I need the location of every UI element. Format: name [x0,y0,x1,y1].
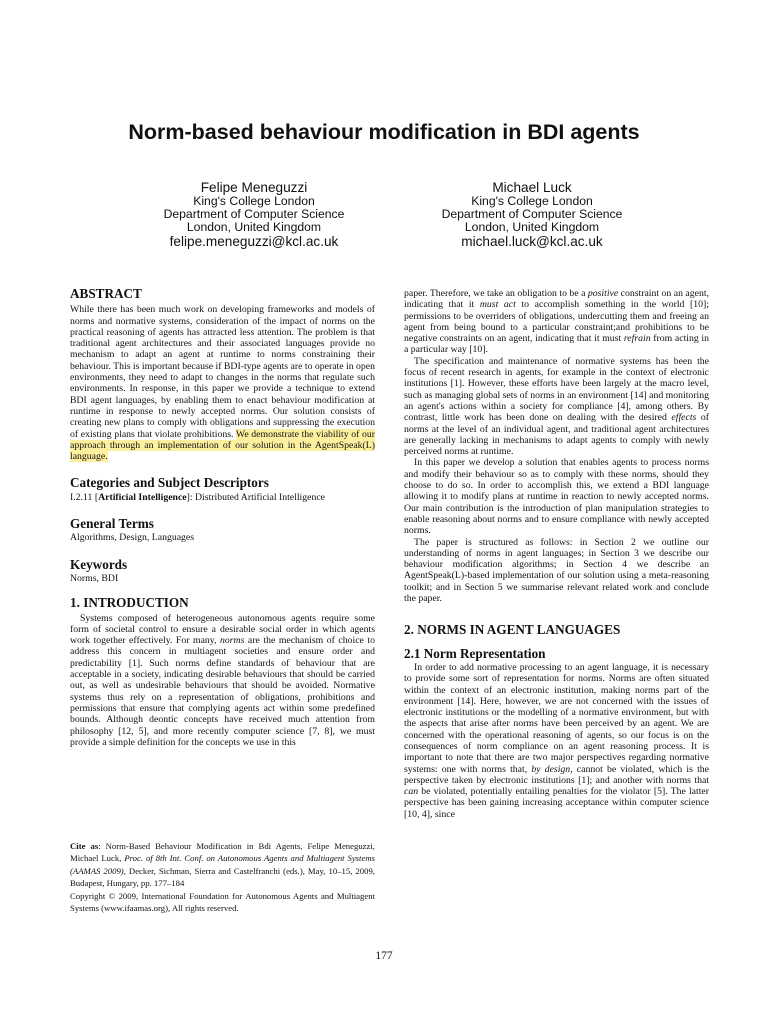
paper-title: Norm-based behaviour modification in BDI agents [128,120,640,144]
author-name: Felipe Meneguzzi [200,180,308,195]
left-column [70,288,375,748]
author-email: felipe.meneguzzi@kcl.ac.uk [169,234,339,249]
keywords-text: Norms, BDI [70,572,119,584]
section-2-heading: 2. NORMS IN AGENT LANGUAGES [404,622,621,638]
paragraph: The specification and maintenance of normative systems has been the focus of recent research in agents, for example in the context of electronic institutions [1]. However, these efforts have been largely at the macro level, such as managing global sets of norms in an environment [14] and monitoring an agent's actions within a society for compliance [4], among others. By contrast, little work has been done on dealing with the desired effects of norms at the level of an individual agent, and traditional agent architectures are generally lacking in mechanisms to adapt agents to comply with newly perceived norms at runtime. [404,355,709,458]
author-affiliation: King's College London [193,194,315,208]
section-2-1-heading: 2.1 Norm Representation [404,645,546,661]
paragraph: paper. Therefore, we take an obligation to be a positive constraint on an agent, indicating that it must act to accomplish something in the world [10]; permissions to be overriders of obligations, undercutting them and freeing an agent from being bound to a particular constraint;and prohibitions to be negative constraints on an agent, indicating that it must refrain from acting in a particular way [10]. [404,288,710,356]
general-terms-heading: General Terms [70,516,154,532]
author-block-2 [402,180,662,250]
author-location: London, United Kingdom [464,220,600,234]
categories-heading: Categories and Subject Descriptors [70,475,269,491]
introduction-paragraph: Systems composed of heterogeneous autonomous agents require some form of societal control to ensure a desirable social order in which agents work together effectively. For many, norms are the mechanism of choice to address this concern in multiagent societies and ensure order and predictability [1]. Such norms define standards of behaviour that are acceptable in a society, indicating desirable behaviours that should be carried out, as well as undesirable behaviours that should be avoided. Normative systems thus rely on a representation of obligations, prohibitions and permissions that ensure that complying agents act within some predefined bounds. Although deontic concepts have received much attention from philosophy [12, 5], and more recently computer science [7, 8], we must provide a simple definition for the concepts we use in this [70,612,375,748]
keywords-heading: Keywords [70,556,128,572]
abstract-text: While there has been much work on developing frameworks and models of norms and normative systems, consideration of the impact of norms on the practical reasoning of agents has attracted less attention. The problem is that traditional agent architectures and their associated languages provide no mechanism to adapt an agent at runtime to norms constraining their behaviour. This is important because if BDI-type agents are to operate in open environments, they need to adapt to changes in the norms that regulate such environments. In response, in this paper we provide a technique to extend BDI agent languages, by enabling them to enact behaviour modification at runtime in response to newly accepted norms. Our solution consists of creating new plans to comply with obligations and suppressing the execution of existing plans that violate prohibitions. We demonstrate the viability of our approach through an implementation of our solution in the AgentSpeak(L) language. [70,304,376,463]
author-location: London, United Kingdom [186,220,322,234]
abstract-heading: ABSTRACT [70,286,142,301]
page-number: 177 [375,950,393,962]
general-terms-text: Algorithms, Design, Languages [70,532,195,544]
highlighted-sentence: We demonstrate the viability of our approach through an implementation of our solution in the AgentSpeak(L) language. [70,428,376,463]
paragraph: In this paper we develop a solution that enables agents to process norms and modify their behaviour so as to comply with these norms, should they choose to do so. In order to accomplish this, we extend a BDI language allowing it to modify plans at runtime in reaction to newly accepted norms. Our main contribution is the introduction of plan manipulation strategies to enable reasoning about norms and to ensure compliance with newly accepted norms. [404,457,709,537]
paragraph: The paper is structured as follows: in Section 2 we outline our understanding of norms in agent languages; in Section 3 we describe our behaviour modification algorithms; in Section 4 we describe an AgentSpeak(L)-based implementation of our solution using a meta-reasoning toolkit; and in Section 5 we summarise relevant related work and conclude the paper. [404,536,709,605]
categories-text: I.2.11 [Artificial Intelligence]: Distributed Artificial Intelligence [70,491,325,503]
right-column [404,288,709,820]
author-email: michael.luck@kcl.ac.uk [461,234,603,249]
copyright-notice: Copyright © 2009, International Foundation for Autonomous Agents and Multiagent Systems (www.ifaamas.org), All rights reserved. [70,890,375,914]
author-name: Michael Luck [492,180,572,195]
paragraph: In order to add normative processing to an agent language, it is necessary to provide some sort of representation for norms. Norms are often situated within the context of an electronic institution, making norms part of the environment [14]. Here, however, we are not concerned with the issues of electronic institutions or the modelling of a normative environment, but with the aspects that arise after norms have been perceived by an agent. We are concerned with the operational reasoning of agents, so our focus is on the consequences of norm compliance on an agent reasoning process. It is important to note that there are two major perspectives regarding normative systems: one with norms that, by design, cannot be violated, which is the perspective taken by electronic institutions [1]; and another with norms that can be violated, potentially entailing penalties for the violator [5]. The latter perspective has been gaining increasing acceptance within computer science [10, 4], since [404,661,709,820]
author-department: Department of Computer Science [163,207,345,221]
citation-note: Cite as: Norm-Based Behaviour Modification in Bdi Agents, Felipe Meneguzzi, Michael Luck, Proc. of 8th Int. Conf. on Autonomous Agents and Multiagent Systems (AAMAS 2009), Decker, Sichman, Sierra and Castelfranchi (eds.), May, 10–15, 2009, Budapest, Hungary, pp. 177–184 Copyright © 2009, International Foundation for Autonomous Agents and Multiagent Systems (www.ifaamas.org), All rights reserved. [70,841,375,914]
author-department: Department of Computer Science [441,207,623,221]
author-block-1 [124,180,384,250]
author-affiliation: King's College London [471,194,593,208]
introduction-heading: 1. INTRODUCTION [70,595,189,611]
